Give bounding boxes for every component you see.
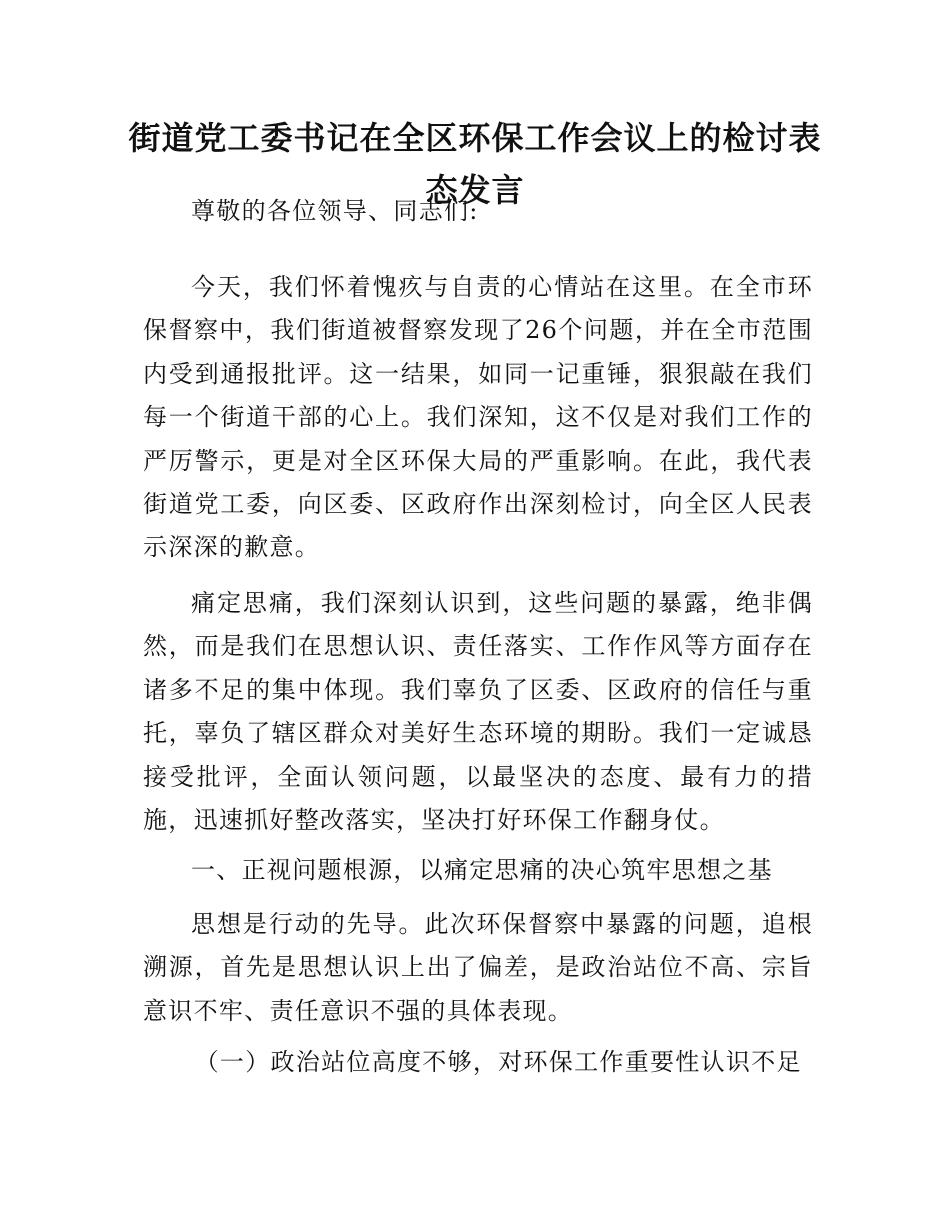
paragraph-reflection: 痛定思痛，我们深刻认识到，这些问题的暴露，绝非偶然，而是我们在思想认识、责任落实、工作作风等方面存在诸多不足的集中体现。我们辜负了区委、区政府的信任与重托，辜负了辖区群众对美好生态环境的期盼。我们一定诚恳接受批评，全面认领问题，以最坚决的态度、最有力的措施，迅速抓好整改落实，坚决打好环保工作翻身仗。 bbox=[143, 589, 813, 835]
subsection-heading-1: （一）政治站位高度不够，对环保工作重要性认识不足 bbox=[194, 1048, 802, 1076]
salutation: 尊敬的各位领导、同志们: bbox=[191, 197, 479, 225]
section-heading-1: 一、正视问题根源，以痛定思痛的决心筑牢思想之基 bbox=[191, 856, 773, 884]
document-title: 街道党工委书记在全区环保工作会议上的检讨表态发言 bbox=[128, 119, 822, 209]
paragraph-section-1: 思想是行动的先导。此次环保督察中暴露的问题，追根溯源，首先是思想认识上出了偏差，是政治站位不高、宗旨意识不牢、责任意识不强的具体表现。 bbox=[143, 910, 813, 1025]
paragraph-opening: 今天，我们怀着愧疚与自责的心情站在这里。在全市环保督察中，我们街道被督察发现了26个问题，并在全市范围内受到通报批评。这一结果，如同一记重锤，狠狠敲在我们每一个街道干部的心上。我们深知，这不仅是对我们工作的严厉警示，更是对全区环保大局的严重影响。在此，我代表街道党工委，向区委、区政府作出深刻检讨，向全区人民表示深深的歉意。 bbox=[143, 273, 813, 562]
